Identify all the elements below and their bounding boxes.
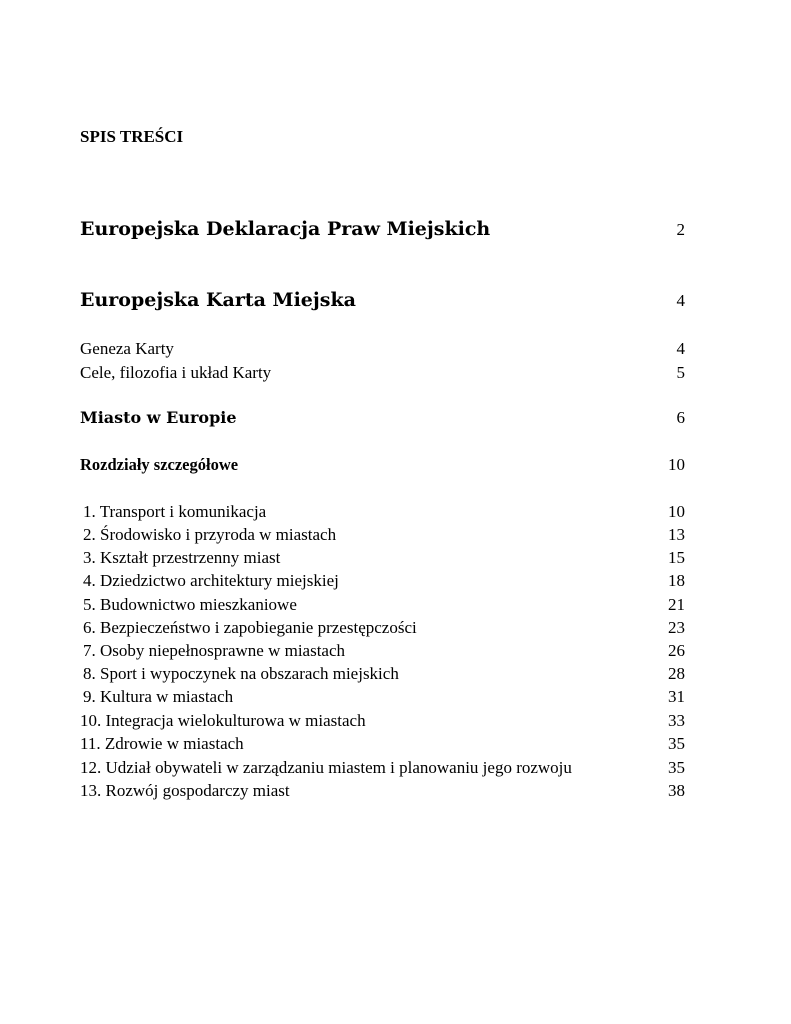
toc-chapter-9[interactable]: [80, 688, 685, 705]
toc-entry-page: 4: [676, 291, 685, 310]
toc-chapter-13[interactable]: [80, 782, 685, 799]
toc-entry-page: 33: [668, 711, 685, 730]
page-title: SPIS TREŚCI: [80, 127, 184, 146]
toc-chapter-6[interactable]: [80, 619, 685, 636]
toc-entry-label: Europejska Deklaracja Praw Miejskich: [80, 218, 491, 240]
toc-entry-label: Rozdziały szczegółowe: [80, 455, 239, 474]
toc-entry-label: 10. Integracja wielokulturowa w miastach: [80, 711, 366, 730]
toc-entry-page: 35: [668, 758, 685, 777]
toc-entry-label: 9. Kultura w miastach: [83, 687, 234, 706]
toc-entry-label: 6. Bezpieczeństwo i zapobieganie przestępczości: [83, 618, 417, 637]
toc-entry-declaration[interactable]: [80, 220, 685, 239]
toc-entry-label: 12. Udział obywateli w zarządzaniu miastem i planowaniu jego rozwoju: [80, 758, 572, 777]
toc-chapter-11[interactable]: [80, 735, 685, 752]
toc-entry-page: 35: [668, 734, 685, 753]
toc-entry-page: 6: [676, 408, 685, 427]
toc-chapter-1[interactable]: [80, 503, 685, 520]
toc-entry-page: 28: [668, 664, 685, 683]
toc-entry-label: 13. Rozwój gospodarczy miast: [80, 781, 290, 800]
toc-entry-page: 31: [668, 687, 685, 706]
toc-chapter-2[interactable]: [80, 526, 685, 543]
toc-chapter-4[interactable]: [80, 572, 685, 589]
toc-entry-page: 4: [676, 339, 685, 358]
toc-entry-charter[interactable]: [80, 291, 685, 310]
toc-entry-label: Geneza Karty: [80, 339, 174, 358]
toc-entry-page: 38: [668, 781, 685, 800]
toc-entry-label: 11. Zdrowie w miastach: [80, 734, 244, 753]
toc-entry-page: 15: [668, 548, 685, 567]
toc-entry-label: Cele, filozofia i układ Karty: [80, 363, 272, 382]
toc-entry-page: 10: [668, 502, 685, 521]
toc-chapter-7[interactable]: [80, 642, 685, 659]
toc-entry-city-in-europe[interactable]: [80, 409, 685, 426]
toc-entry-genesis[interactable]: [80, 340, 685, 357]
toc-entry-page: 2: [676, 220, 685, 239]
toc-entry-page: 21: [668, 595, 685, 614]
toc-entry-label: 2. Środowisko i przyroda w miastach: [83, 525, 337, 544]
toc-entry-label: 3. Kształt przestrzenny miast: [83, 548, 281, 567]
toc-entry-page: 18: [668, 571, 685, 590]
toc-chapter-8[interactable]: [80, 665, 685, 682]
toc-entry-label: 7. Osoby niepełnosprawne w miastach: [83, 641, 346, 660]
toc-entry-label: 1. Transport i komunikacja: [83, 502, 267, 521]
toc-entry-page: 13: [668, 525, 685, 544]
toc-chapter-5[interactable]: [80, 596, 685, 613]
toc-entry-label: Europejska Karta Miejska: [80, 289, 356, 311]
toc-entry-label: 8. Sport i wypoczynek na obszarach miejskich: [83, 664, 399, 683]
toc-entry-label: 4. Dziedzictwo architektury miejskiej: [83, 571, 339, 590]
toc-entry-page: 5: [676, 363, 685, 382]
toc-entry-label: 5. Budownictwo mieszkaniowe: [83, 595, 297, 614]
toc-chapter-10[interactable]: [80, 712, 685, 729]
toc-entry-page: 10: [668, 455, 685, 474]
toc-entry-detailed-chapters[interactable]: [80, 456, 685, 474]
toc-chapter-3[interactable]: [80, 549, 685, 566]
toc-chapter-12[interactable]: [80, 759, 685, 776]
toc-entry-goals[interactable]: [80, 364, 685, 381]
toc-entry-label: Miasto w Europie: [80, 408, 237, 427]
toc-entry-page: 23: [668, 618, 685, 637]
toc-entry-page: 26: [668, 641, 685, 660]
